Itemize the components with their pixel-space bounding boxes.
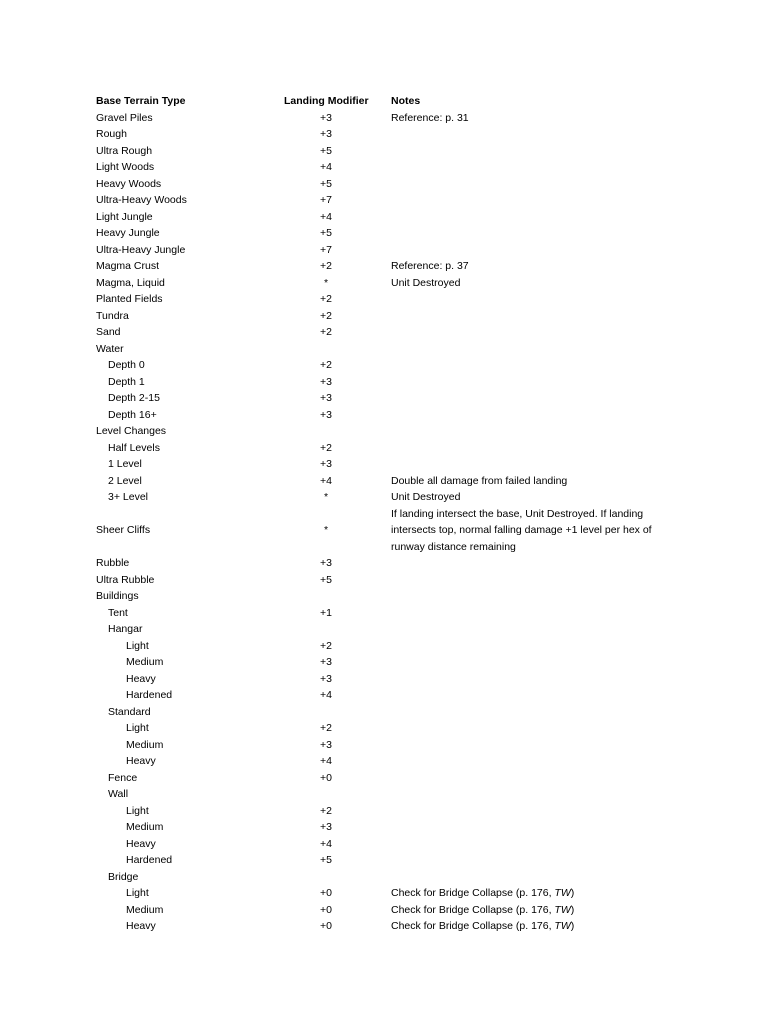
table-row bbox=[96, 291, 716, 308]
modifier-cell: +2 bbox=[320, 441, 332, 454]
terrain-cell: Hardened bbox=[126, 689, 173, 701]
modifier-cell: +2 bbox=[320, 804, 332, 817]
modifier-cell: +3 bbox=[320, 111, 332, 124]
terrain-table bbox=[96, 93, 716, 935]
modifier-cell: +3 bbox=[320, 656, 332, 668]
notes-cell bbox=[391, 885, 666, 902]
modifier-cell: +3 bbox=[320, 557, 332, 569]
modifier-cell: +3 bbox=[320, 821, 332, 833]
terrain-cell: Heavy bbox=[126, 672, 156, 685]
terrain-cell: Heavy Jungle bbox=[96, 227, 160, 239]
table-row bbox=[96, 902, 716, 919]
terrain-cell: Ultra-Heavy Jungle bbox=[96, 243, 186, 256]
terrain-cell: Medium bbox=[126, 821, 164, 833]
table-row bbox=[96, 885, 716, 902]
header-terrain-type: Base Terrain Type bbox=[96, 95, 186, 107]
terrain-cell: Light bbox=[126, 722, 149, 734]
terrain-cell: Standard bbox=[108, 705, 151, 718]
table-row bbox=[96, 308, 716, 325]
modifier-cell: * bbox=[323, 276, 329, 289]
table-row bbox=[96, 192, 716, 209]
note-text: Check for Bridge Collapse (p. 176, bbox=[391, 920, 555, 932]
table-header-row bbox=[96, 93, 716, 110]
terrain-cell: Water bbox=[96, 342, 124, 355]
note-tail: ) bbox=[570, 920, 575, 932]
table-row bbox=[96, 687, 716, 704]
table-row bbox=[96, 225, 716, 242]
terrain-cell: Sand bbox=[96, 326, 121, 338]
modifier-cell: +3 bbox=[320, 672, 332, 685]
terrain-cell: Ultra Rubble bbox=[96, 573, 155, 586]
terrain-cell: Ultra-Heavy Woods bbox=[96, 194, 187, 206]
note-emphasis: TW bbox=[554, 920, 571, 932]
table-row bbox=[96, 572, 716, 589]
note-tail: ) bbox=[570, 887, 575, 899]
terrain-cell: Hangar bbox=[108, 623, 143, 635]
modifier-cell: +2 bbox=[320, 293, 332, 305]
modifier-cell: +4 bbox=[320, 210, 332, 223]
table-row bbox=[96, 456, 716, 473]
terrain-cell: Hardened bbox=[126, 854, 173, 866]
modifier-cell: +3 bbox=[320, 375, 332, 388]
note-text: Check for Bridge Collapse (p. 176, bbox=[391, 903, 555, 916]
table-row bbox=[96, 176, 716, 193]
modifier-cell: +5 bbox=[320, 573, 332, 586]
terrain-cell: Light bbox=[126, 887, 149, 899]
table-row bbox=[96, 143, 716, 160]
table-row bbox=[96, 258, 716, 275]
table-row bbox=[96, 704, 716, 721]
terrain-cell: Fence bbox=[108, 771, 138, 784]
terrain-cell: Ultra Rough bbox=[96, 144, 153, 157]
modifier-cell: +3 bbox=[320, 128, 332, 140]
terrain-cell: Gravel Piles bbox=[96, 111, 153, 124]
modifier-cell: +0 bbox=[320, 903, 332, 916]
table-row bbox=[96, 918, 716, 935]
modifier-cell: +4 bbox=[320, 689, 332, 701]
modifier-cell: +5 bbox=[320, 177, 332, 190]
notes-cell: Reference: p. 31 bbox=[391, 111, 469, 124]
modifier-cell: +4 bbox=[320, 161, 332, 173]
terrain-cell: Heavy bbox=[126, 755, 156, 767]
table-row bbox=[96, 440, 716, 457]
terrain-cell: Depth 2-15 bbox=[108, 392, 160, 404]
table-row bbox=[96, 621, 716, 638]
modifier-cell: +4 bbox=[320, 837, 332, 850]
modifier-cell: +2 bbox=[320, 326, 332, 338]
terrain-cell: Medium bbox=[126, 738, 164, 751]
terrain-cell: Light bbox=[126, 804, 149, 817]
note-tail: ) bbox=[570, 903, 575, 916]
notes-cell bbox=[391, 918, 666, 935]
terrain-cell: Half Levels bbox=[108, 441, 160, 454]
terrain-cell: Medium bbox=[126, 656, 164, 668]
modifier-cell: +2 bbox=[320, 722, 332, 734]
terrain-cell: Level Changes bbox=[96, 425, 167, 437]
terrain-cell: Planted Fields bbox=[96, 293, 163, 305]
terrain-cell: Medium bbox=[126, 903, 164, 916]
terrain-cell: Rubble bbox=[96, 557, 130, 569]
modifier-cell: * bbox=[323, 491, 329, 503]
table-row bbox=[96, 423, 716, 440]
modifier-cell: +2 bbox=[320, 639, 332, 652]
table-row bbox=[96, 588, 716, 605]
table-row bbox=[96, 770, 716, 787]
modifier-cell: +0 bbox=[320, 920, 332, 932]
modifier-cell: +5 bbox=[320, 227, 332, 239]
note-emphasis: TW bbox=[554, 887, 571, 899]
terrain-cell: Magma Crust bbox=[96, 260, 160, 272]
terrain-cell: 3+ Level bbox=[108, 491, 148, 503]
terrain-cell: Light Woods bbox=[96, 161, 155, 173]
modifier-cell: * bbox=[323, 523, 329, 536]
terrain-cell: Wall bbox=[108, 788, 129, 800]
table-row bbox=[96, 126, 716, 143]
table-row bbox=[96, 836, 716, 853]
table-row bbox=[96, 671, 716, 688]
notes-cell: If landing intersect the base, Unit Destroyed. If landing intersects top, normal falling damage +1 level per hex of runway distance remaining bbox=[391, 507, 652, 553]
modifier-cell: +0 bbox=[320, 887, 332, 899]
table-row bbox=[96, 720, 716, 737]
note-text: Check for Bridge Collapse (p. 176, bbox=[391, 887, 555, 899]
table-row bbox=[96, 753, 716, 770]
modifier-cell: +5 bbox=[320, 854, 332, 866]
table-row bbox=[96, 489, 716, 506]
table-row bbox=[96, 869, 716, 886]
terrain-cell: Bridge bbox=[108, 870, 139, 883]
terrain-cell: Tent bbox=[108, 606, 128, 619]
terrain-cell: Depth 1 bbox=[108, 375, 145, 388]
terrain-cell: Heavy Woods bbox=[96, 177, 162, 190]
table-row bbox=[96, 407, 716, 424]
notes-cell: Unit Destroyed bbox=[391, 491, 461, 503]
modifier-cell: +7 bbox=[320, 243, 332, 256]
terrain-cell: Magma, Liquid bbox=[96, 276, 165, 289]
modifier-cell: +3 bbox=[320, 408, 332, 421]
header-landing-modifier: Landing Modifier bbox=[284, 95, 369, 107]
table-row bbox=[96, 737, 716, 754]
modifier-cell: +4 bbox=[320, 755, 332, 767]
table-row bbox=[96, 852, 716, 869]
modifier-cell: +3 bbox=[320, 738, 332, 751]
modifier-cell: +3 bbox=[320, 458, 332, 470]
terrain-cell: Tundra bbox=[96, 309, 129, 322]
table-row bbox=[96, 275, 716, 292]
terrain-cell: 2 Level bbox=[108, 474, 142, 487]
table-row bbox=[96, 374, 716, 391]
table-row bbox=[96, 506, 716, 556]
terrain-cell: Heavy bbox=[126, 920, 156, 932]
modifier-cell: +0 bbox=[320, 771, 332, 784]
table-row bbox=[96, 324, 716, 341]
table-row bbox=[96, 390, 716, 407]
table-row bbox=[96, 654, 716, 671]
table-row bbox=[96, 242, 716, 259]
modifier-cell: +2 bbox=[320, 309, 332, 322]
notes-cell: Reference: p. 37 bbox=[391, 260, 469, 272]
table-row bbox=[96, 638, 716, 655]
modifier-cell: +2 bbox=[320, 359, 332, 371]
table-row bbox=[96, 786, 716, 803]
header-notes: Notes bbox=[391, 95, 421, 107]
table-row bbox=[96, 159, 716, 176]
modifier-cell: +5 bbox=[320, 144, 332, 157]
terrain-cell: Buildings bbox=[96, 590, 139, 602]
terrain-cell: Heavy bbox=[126, 837, 156, 850]
table-row bbox=[96, 357, 716, 374]
modifier-cell: +3 bbox=[320, 392, 332, 404]
table-row bbox=[96, 819, 716, 836]
table-row bbox=[96, 110, 716, 127]
modifier-cell: +1 bbox=[320, 606, 332, 619]
table-row bbox=[96, 341, 716, 358]
modifier-cell: +2 bbox=[320, 260, 332, 272]
terrain-cell: Depth 0 bbox=[108, 359, 145, 371]
note-emphasis: TW bbox=[554, 903, 571, 916]
terrain-cell: 1 Level bbox=[108, 458, 142, 470]
modifier-cell: +7 bbox=[320, 194, 332, 206]
terrain-cell: Light bbox=[126, 639, 149, 652]
modifier-cell: +4 bbox=[320, 474, 332, 487]
terrain-cell: Light Jungle bbox=[96, 210, 153, 223]
table-row bbox=[96, 209, 716, 226]
table-row bbox=[96, 605, 716, 622]
terrain-cell: Depth 16+ bbox=[108, 408, 157, 421]
notes-cell: Double all damage from failed landing bbox=[391, 474, 568, 487]
terrain-cell: Sheer Cliffs bbox=[96, 523, 151, 536]
notes-cell: Unit Destroyed bbox=[391, 276, 461, 289]
table-row bbox=[96, 803, 716, 820]
table-body bbox=[96, 110, 716, 935]
table-row bbox=[96, 555, 716, 572]
terrain-cell: Rough bbox=[96, 128, 127, 140]
notes-cell bbox=[391, 902, 666, 919]
table-row bbox=[96, 473, 716, 490]
